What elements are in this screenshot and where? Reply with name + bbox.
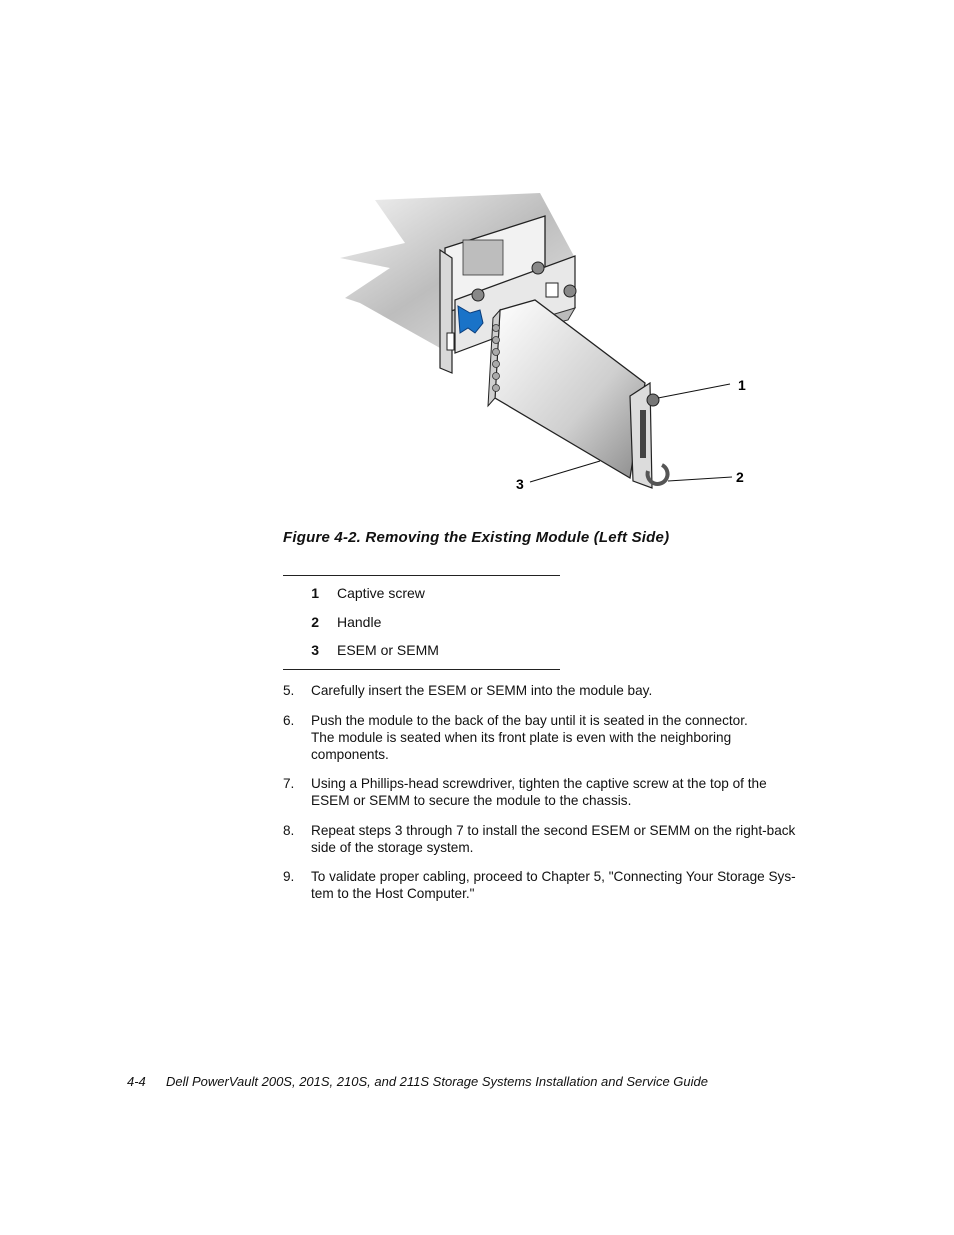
step-text-line: Carefully insert the ESEM or SEMM into the module bay. [311, 683, 653, 698]
step-text-line: To validate proper cabling, proceed to Chapter 5, "Connecting Your Storage Sys- [311, 869, 796, 884]
legend-number: 3 [311, 642, 319, 659]
callout-2: 2 [736, 469, 744, 485]
legend-item [283, 636, 560, 665]
figure-caption: Figure 4-2. Removing the Existing Module (Left Side) [283, 529, 670, 546]
step-number: 5. [283, 683, 295, 698]
legend-item [283, 579, 560, 608]
module-illustration [488, 300, 668, 488]
step-item [283, 682, 823, 699]
step-text-line: components. [311, 746, 389, 762]
callout-1: 1 [738, 377, 746, 393]
step-text-line: Repeat steps 3 through 7 to install the second ESEM or SEMM on the right-back [311, 822, 796, 838]
step-number: 6. [283, 712, 295, 728]
step-number: 9. [283, 869, 295, 884]
step-item [283, 868, 823, 902]
legend-label: ESEM or SEMM [337, 642, 439, 659]
step-item [283, 775, 823, 809]
module-removal-figure [330, 188, 760, 508]
legend-item [283, 608, 560, 637]
step-number: 7. [283, 776, 295, 791]
callout-3: 3 [516, 476, 524, 492]
step-text-line: Using a Phillips-head screwdriver, tighten the captive screw at the top of the [311, 776, 767, 791]
step-number: 8. [283, 822, 295, 838]
step-item [283, 712, 823, 763]
legend-number: 2 [311, 613, 319, 630]
legend-label: Handle [337, 613, 382, 630]
procedure-steps [283, 682, 823, 915]
legend-number: 1 [311, 585, 319, 602]
step-text-line: Push the module to the back of the bay until it is seated in the connector. [311, 712, 748, 728]
page-footer [127, 1074, 708, 1089]
document-title: Dell PowerVault 200S, 201S, 210S, and 211S Storage Systems Installation and Service Guide [166, 1074, 708, 1089]
page-number: 4-4 [127, 1074, 146, 1089]
step-text-line: side of the storage system. [311, 839, 474, 855]
step-text-line: ESEM or SEMM to secure the module to the chassis. [311, 793, 632, 808]
step-item [283, 822, 823, 856]
step-text-line: tem to the Host Computer." [311, 886, 475, 901]
legend-label: Captive screw [337, 585, 425, 602]
step-text-line: The module is seated when its front plate is even with the neighboring [311, 729, 732, 745]
figure-legend [283, 575, 560, 670]
